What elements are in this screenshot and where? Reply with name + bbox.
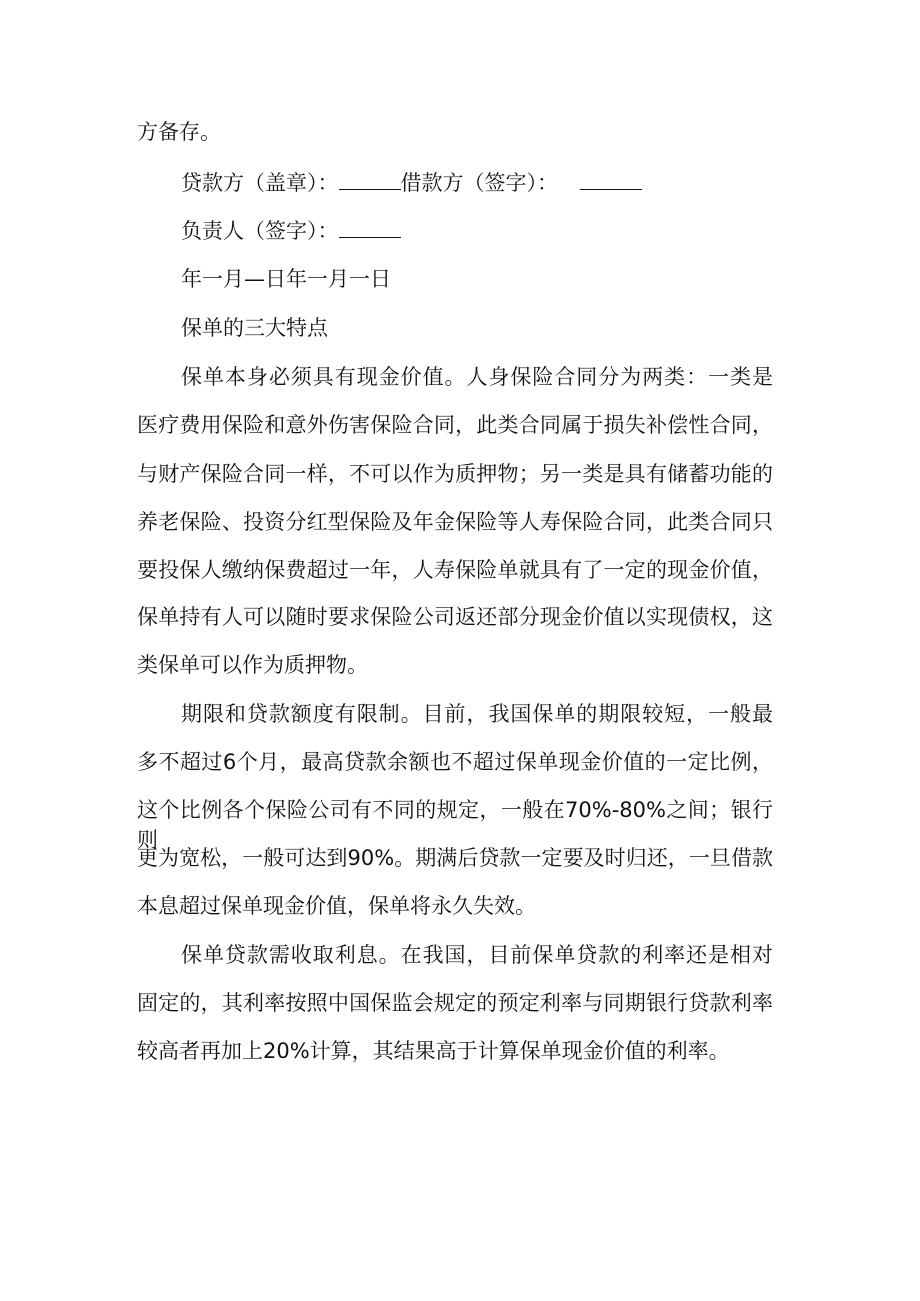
- responsible-label: 负责人（签字）：: [181, 219, 339, 243]
- date-line: 年一月—日年一月一日: [181, 267, 391, 291]
- paragraph-2-line-5: 本息超过保单现金价值，保单将永久失效。: [137, 894, 536, 918]
- paragraph-3-line-2: 固定的，其利率按照中国保监会规定的预定利率与同期银行贷款利率: [137, 991, 773, 1015]
- responsible-signature-line: [181, 216, 401, 246]
- paragraph-1-line-6: 保单持有人可以随时要求保险公司返还部分现金价值以实现债权，这: [137, 605, 773, 629]
- paragraph-3-line-3: 较高者再加上20%计算，其结果高于计算保单现金价值的利率。: [137, 1039, 730, 1063]
- continuation-line: 方备存。: [137, 120, 221, 144]
- paragraph-1-line-3: 与财产保险合同一样，不可以作为质押物；另一类是具有储蓄功能的: [137, 462, 773, 486]
- paragraph-1-line-2: 医疗费用保险和意外伤害保险合同，此类合同属于损失补偿性合同，: [137, 413, 773, 437]
- borrower-label: 借款方（签字）：: [400, 171, 558, 195]
- paragraph-2-line-2: 多不超过6个月，最高贷款余额也不超过保单现金价值的一定比例，: [137, 750, 773, 774]
- paragraph-2-line-3: 这个比例各个保险公司有不同的规定，一般在70%-80%之间；银行则: [137, 798, 773, 852]
- responsible-signature-blank: [339, 217, 401, 238]
- paragraph-3-line-1: 保单贷款需收取利息。在我国，目前保单贷款的利率还是相对: [181, 943, 773, 967]
- lender-borrower-signature-line: [181, 168, 642, 198]
- paragraph-2-line-1: 期限和贷款额度有限制。目前，我国保单的期限较短，一般最: [181, 702, 773, 726]
- borrower-signature-blank: [580, 169, 642, 190]
- paragraph-1-line-4: 养老保险、投资分红型保险及年金保险等人寿保险合同，此类合同只: [137, 510, 773, 534]
- lender-label: 贷款方（盖章）：: [181, 171, 339, 195]
- paragraph-1-line-7: 类保单可以作为质押物。: [137, 653, 368, 677]
- paragraph-1-line-5: 要投保人缴纳保费超过一年，人寿保险单就具有了一定的现金价值，: [137, 558, 773, 582]
- section-heading: 保单的三大特点: [181, 316, 328, 340]
- paragraph-1-line-1: 保单本身必须具有现金价值。人身保险合同分为两类：一类是: [181, 365, 773, 389]
- lender-signature-blank: [339, 169, 401, 190]
- paragraph-2-line-4: 更为宽松，一般可达到90%。期满后贷款一定要及时归还，一旦借款: [137, 846, 773, 870]
